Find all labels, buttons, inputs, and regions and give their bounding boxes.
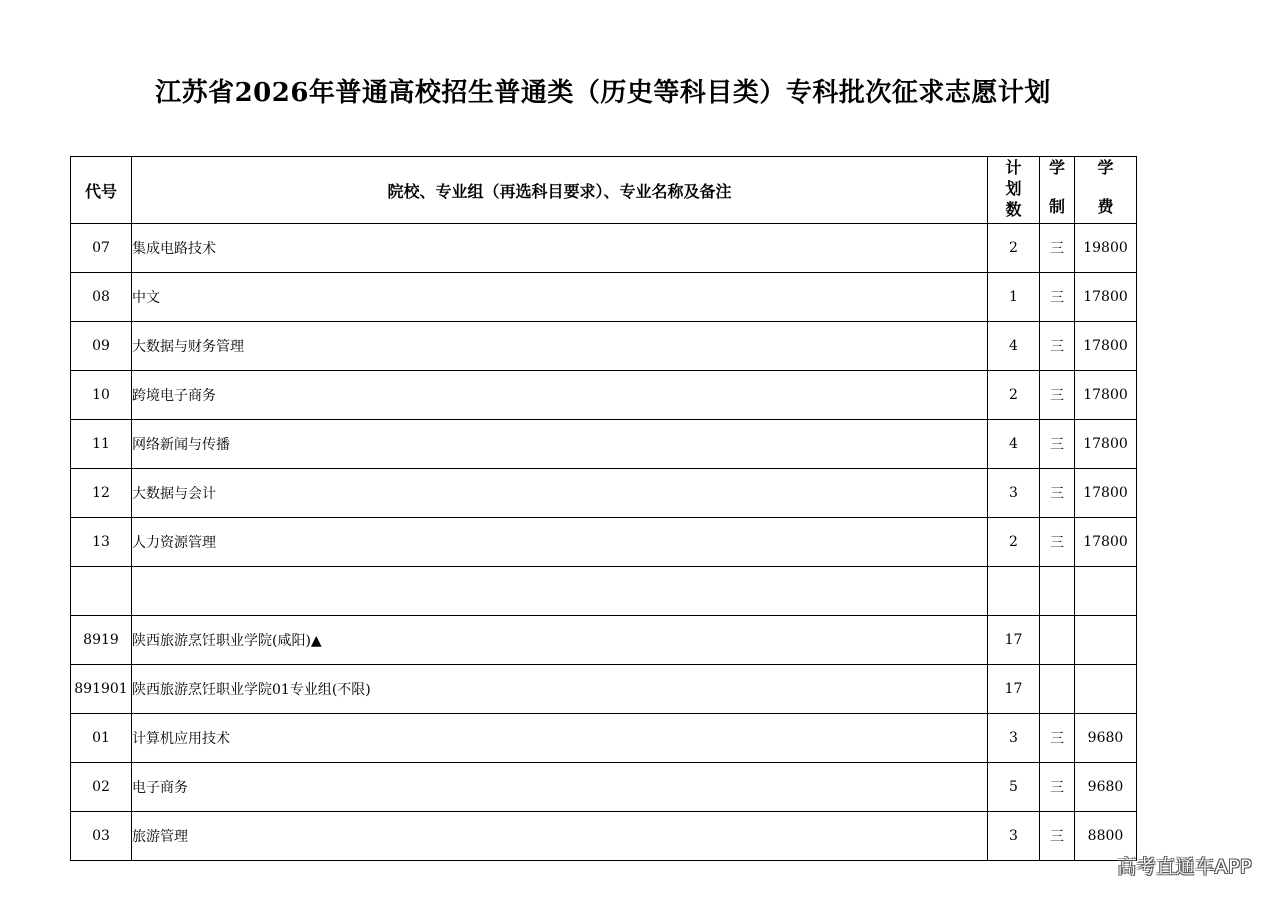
- cell-code: 11: [71, 420, 132, 469]
- cell-years: 三: [1040, 714, 1075, 763]
- table-row: [71, 812, 1137, 861]
- header-plan-char: 数: [1005, 200, 1022, 219]
- table-row: [71, 420, 1137, 469]
- cell-code: 03: [71, 812, 132, 861]
- cell-years: 三: [1040, 812, 1075, 861]
- cell-plan: 17: [988, 665, 1040, 714]
- table-row: [71, 224, 1137, 273]
- cell-years: 三: [1040, 273, 1075, 322]
- cell-fee: 17800: [1075, 322, 1137, 371]
- header-fee-char: 费: [1097, 197, 1114, 216]
- header-code: 代号: [71, 157, 132, 224]
- cell-years: 三: [1040, 518, 1075, 567]
- cell-fee: 8800: [1075, 812, 1137, 861]
- cell-plan: [988, 567, 1040, 616]
- cell-plan: 17: [988, 616, 1040, 665]
- cell-code: 08: [71, 273, 132, 322]
- cell-plan: 2: [988, 518, 1040, 567]
- cell-name: [132, 567, 988, 616]
- header-plan-count: [988, 157, 1040, 224]
- header-years: [1040, 157, 1075, 224]
- cell-name: 电子商务: [132, 763, 988, 812]
- table-header-row: [71, 157, 1137, 224]
- table-row: [71, 567, 1137, 616]
- table-row: [71, 763, 1137, 812]
- cell-code: 01: [71, 714, 132, 763]
- cell-fee: [1075, 616, 1137, 665]
- cell-name: 中文: [132, 273, 988, 322]
- cell-name: 跨境电子商务: [132, 371, 988, 420]
- cell-code: 8919: [71, 616, 132, 665]
- cell-code: 09: [71, 322, 132, 371]
- cell-fee: [1075, 567, 1137, 616]
- cell-years: 三: [1040, 469, 1075, 518]
- cell-plan: 4: [988, 420, 1040, 469]
- header-fee: [1075, 157, 1137, 224]
- cell-years: 三: [1040, 763, 1075, 812]
- cell-code: 02: [71, 763, 132, 812]
- cell-fee: 9680: [1075, 714, 1137, 763]
- cell-fee: 17800: [1075, 371, 1137, 420]
- cell-name: 陕西旅游烹饪职业学院01专业组(不限): [132, 665, 988, 714]
- cell-years: 三: [1040, 420, 1075, 469]
- cell-code: 891901: [71, 665, 132, 714]
- cell-years: 三: [1040, 371, 1075, 420]
- cell-years: 三: [1040, 322, 1075, 371]
- cell-plan: 3: [988, 812, 1040, 861]
- cell-fee: 17800: [1075, 273, 1137, 322]
- table-row: [71, 469, 1137, 518]
- header-years-char: 制: [1048, 197, 1065, 216]
- cell-plan: 3: [988, 714, 1040, 763]
- cell-years: 三: [1040, 224, 1075, 273]
- cell-name: 集成电路技术: [132, 224, 988, 273]
- cell-fee: 17800: [1075, 420, 1137, 469]
- cell-plan: 2: [988, 371, 1040, 420]
- cell-fee: 19800: [1075, 224, 1137, 273]
- cell-code: 12: [71, 469, 132, 518]
- table-row: [71, 665, 1137, 714]
- cell-years: [1040, 567, 1075, 616]
- header-name: 院校、专业组（再选科目要求）、专业名称及备注: [132, 157, 988, 224]
- header-years-char: 学: [1048, 158, 1065, 177]
- cell-code: 07: [71, 224, 132, 273]
- table-row: [71, 616, 1137, 665]
- cell-name: 人力资源管理: [132, 518, 988, 567]
- table-row: [71, 714, 1137, 763]
- watermark-text: 高考直通车APP: [1117, 856, 1252, 878]
- cell-name: 网络新闻与传播: [132, 420, 988, 469]
- cell-plan: 3: [988, 469, 1040, 518]
- page-title: 江苏省2026年普通高校招生普通类（历史等科目类）专科批次征求志愿计划: [155, 78, 1051, 108]
- cell-plan: 1: [988, 273, 1040, 322]
- cell-plan: 2: [988, 224, 1040, 273]
- table-row: [71, 518, 1137, 567]
- header-plan-char: 划: [1005, 179, 1022, 198]
- cell-name: 大数据与财务管理: [132, 322, 988, 371]
- enrollment-plan-table: [70, 156, 1137, 861]
- table-row: [71, 322, 1137, 371]
- table-row: [71, 371, 1137, 420]
- cell-years: [1040, 665, 1075, 714]
- table-row: [71, 273, 1137, 322]
- header-plan-char: 计: [1005, 158, 1022, 177]
- cell-code: 13: [71, 518, 132, 567]
- cell-fee: 17800: [1075, 518, 1137, 567]
- cell-code: 10: [71, 371, 132, 420]
- cell-years: [1040, 616, 1075, 665]
- cell-fee: 9680: [1075, 763, 1137, 812]
- cell-name: 大数据与会计: [132, 469, 988, 518]
- cell-code: [71, 567, 132, 616]
- cell-fee: [1075, 665, 1137, 714]
- cell-name: 旅游管理: [132, 812, 988, 861]
- cell-plan: 4: [988, 322, 1040, 371]
- cell-name: 陕西旅游烹饪职业学院(咸阳)▲: [132, 616, 988, 665]
- header-fee-char: 学: [1097, 158, 1114, 177]
- cell-plan: 5: [988, 763, 1040, 812]
- cell-fee: 17800: [1075, 469, 1137, 518]
- cell-name: 计算机应用技术: [132, 714, 988, 763]
